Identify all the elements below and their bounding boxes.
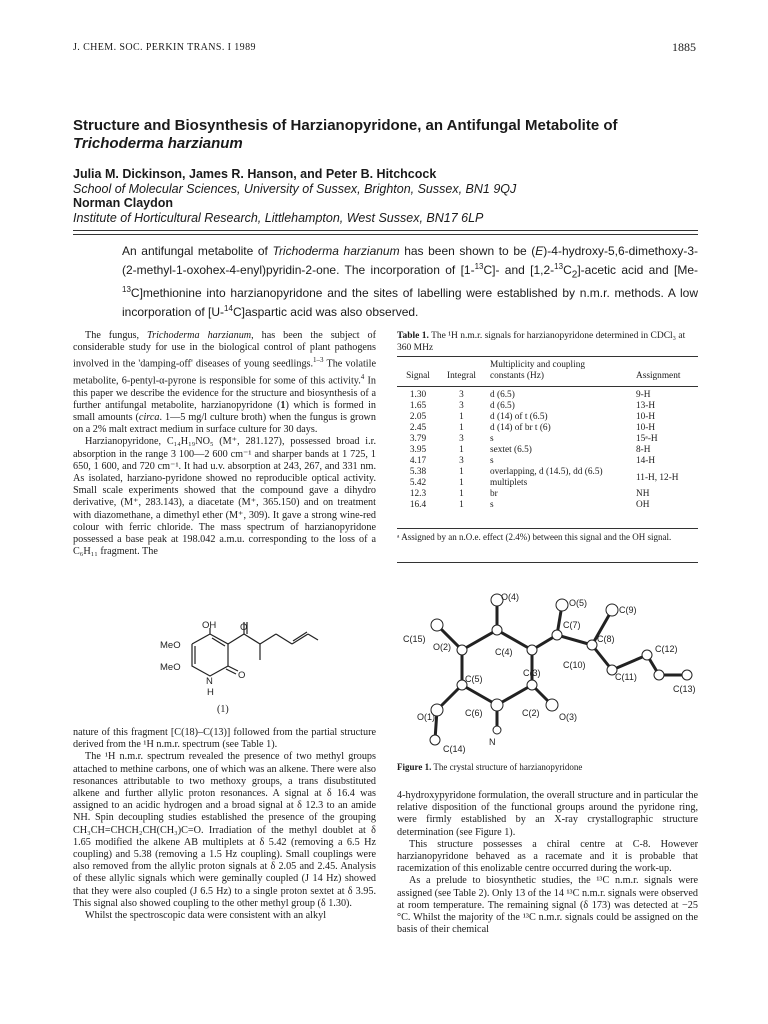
- table-row: 3.79 3 s 15ᵃ-H: [409, 434, 658, 444]
- page-number: 1885: [672, 40, 696, 54]
- isotope-sup: 13: [474, 262, 484, 271]
- abstract-text: An antifungal metabolite of: [122, 244, 273, 258]
- fig-label: C(2): [522, 708, 540, 718]
- nh-hydrogen: H: [207, 687, 214, 698]
- abstract-text: C]- and [1,2-: [483, 263, 555, 277]
- header-rule-1: [73, 230, 698, 231]
- abstract-text: ]-acetic acid and [Me-: [577, 263, 699, 277]
- fig-label: C(15): [403, 634, 426, 644]
- abstract-species: Trichoderma harzianum: [272, 244, 400, 258]
- fig-label: C(10): [563, 660, 586, 670]
- abstract-sub: 2: [571, 269, 578, 281]
- hydroxyl-label: OH: [202, 620, 217, 631]
- fig-label: C(5): [465, 674, 483, 684]
- methoxy-label-1: MeO: [160, 640, 181, 651]
- body-paragraph: The ¹H n.m.r. spectrum revealed the presence of two methyl groups attached to methine carbons, one of which was an alkene. There were also resonances attributable to two methoxy groups, a trans disubstituted alkene and further allylic proton resonances. A signal at δ 16.4 was assigned to an acidic hydrogen and a broad signal at δ 12.3 to an amide NH. Spin decoupling studies established the presence of the grouping CH₃CH=CHCH₂CH(CH₃)C=O. Irradiation of the methyl doublet at δ 1.65 modified the alkene AB multiplets at δ 5.42 (removing a 6.5 Hz coupling) and 5.38 (removing a 1.5 Hz coupling). Small couplings were also removed from the allylic proton signals at δ 2.05 and 2.45. Analysis of these allylic signals which were geminally coupled (J 14 Hz) showed that they were also coupled (J 6.5 Hz) to a single proton sextet at δ 3.95. This signal also showed coupling to the other methyl group (δ 1.30).: [73, 751, 376, 909]
- abstract-text: has been shown to be (: [399, 244, 536, 258]
- table-row: 5.42 1 multiplets: [409, 478, 528, 488]
- abstract-text: C]aspartic acid was also observed.: [232, 305, 419, 320]
- ketone-oxygen: O: [240, 622, 248, 633]
- fig-label: C(12): [655, 644, 678, 654]
- abstract-text: C]methionine into harzianopyridone and the sites of labelling were established by n.m.r. methods. A low incorporation of [U-: [122, 286, 698, 320]
- table-header-signal: Signal: [406, 371, 430, 381]
- article-title: [73, 117, 703, 153]
- body-paragraph: nature of this fragment [C(18)–C(13)] followed from the partial structure derived from the ¹H n.m.r. spectrum (see Table 1).: [73, 727, 376, 751]
- body-paragraph: This structure possesses a chiral centre at C-8. However harzianopyridone behaved as a racemate and it is probable that racemization of this enolizable centre occurred during the work-up.: [397, 838, 698, 875]
- affiliation-2: Institute of Horticultural Research, Littlehampton, West Sussex, BN17 6LP: [73, 210, 484, 225]
- abstract-text: C: [563, 263, 572, 277]
- table-row: 1.65 3 d (6.5) 13-H: [409, 401, 656, 411]
- fig-label: C(3): [523, 668, 541, 678]
- table-row: 5.38 1 overlapping, d (14.5), dd (6.5) 11-H, 12-H: [409, 467, 679, 483]
- table-row: 2.05 1 d (14) of t (6.5) 10-H: [409, 412, 656, 422]
- isotope-sup: 13: [554, 262, 564, 271]
- crystal-structure-figure: [397, 580, 698, 755]
- fig-label: C(7): [563, 620, 581, 630]
- abstract: [122, 244, 698, 320]
- authors-2: Norman Claydon: [73, 196, 174, 210]
- table-row: 16.4 1 s OH: [409, 500, 650, 510]
- table-top-rule: [397, 356, 698, 357]
- fig-label: O(1): [417, 712, 435, 722]
- table-header-assignment: Assignment: [636, 371, 681, 381]
- body-paragraph: As a prelude to biosynthetic studies, the ¹³C n.m.r. signals were assigned (see Table 2). Only 13 of the 14 ¹³C n.m.r. signals were observed at room temperature. The remaining signal (δ 173) was detected at −25 °C. Whilst the majority of the ¹³C n.m.r. signals could be assigned on the basis of their chemical: [397, 875, 698, 936]
- structure-1-label: (1): [217, 704, 229, 715]
- ring-carbonyl-oxygen: O: [238, 670, 246, 681]
- table-bottom-rule: [397, 528, 698, 529]
- table-1-caption: Table 1. The ¹H n.m.r. signals for harzianopyridone determined in CDCl₃ at 360 MHz: [397, 331, 686, 353]
- authors-block: [73, 167, 713, 225]
- body-paragraph: 4-hydroxypyridone formulation, the overall structure and in particular the relative disposition of the functional groups around the pyridone ring, were firmly established by an X-ray crystallographic structure determination (see Figure 1).: [397, 790, 698, 838]
- fig-label: O(2): [433, 642, 451, 652]
- table-row: 3.95 1 sextet (6.5) 8-H: [409, 445, 651, 455]
- figure-top-rule: [397, 562, 698, 563]
- methoxy-label-2: MeO: [160, 662, 181, 673]
- isotope-sup: 14: [224, 304, 233, 314]
- table-header-multiplicity: Multiplicity and coupling: [490, 360, 586, 370]
- abstract-stereo: E: [535, 244, 544, 258]
- title-main: Structure and Biosynthesis of Harzianopyridone, an Antifungal Metabolite of: [73, 117, 618, 134]
- ring-nitrogen: N: [206, 676, 213, 687]
- fig-label: N: [489, 737, 496, 747]
- fig-label: C(13): [673, 684, 696, 694]
- fig-label: C(14): [443, 744, 466, 754]
- table-1: [397, 360, 698, 511]
- isotope-sup: 13: [122, 285, 131, 295]
- running-head: J. CHEM. SOC. PERKIN TRANS. I 1989: [73, 42, 256, 53]
- affiliation-1: School of Molecular Sciences, University of Sussex, Brighton, Sussex, BN1 9QJ: [73, 181, 517, 196]
- right-column-bottom: [397, 790, 698, 936]
- table-footnote: ᵃ Assigned by an n.O.e. effect (2.4%) between this signal and the OH signal.: [397, 532, 672, 542]
- header-rule-2: [73, 234, 698, 235]
- table-header-integral: Integral: [447, 371, 476, 381]
- figure-1-caption: Figure 1. The crystal structure of harzianopyridone: [397, 762, 583, 772]
- table-row: 2.45 1 d (14) of br t (6) 10-H: [409, 423, 656, 433]
- fig-label: O(3): [559, 712, 577, 722]
- fig-label: C(4): [495, 647, 513, 657]
- fig-label: C(8): [597, 634, 615, 644]
- body-paragraph: Whilst the spectroscopic data were consistent with an alkyl: [85, 910, 327, 922]
- fig-label: O(5): [569, 598, 587, 608]
- left-column-top: [73, 330, 376, 558]
- fig-label: C(11): [615, 672, 637, 682]
- table-row: 12.3 1 br NH: [409, 489, 650, 499]
- fig-label: C(6): [465, 708, 483, 718]
- structure-1-diagram: [140, 620, 320, 705]
- fig-label: O(4): [501, 592, 519, 602]
- fig-label: C(9): [619, 605, 637, 615]
- pyridone-ring: [192, 634, 228, 676]
- authors-1: Julia M. Dickinson, James R. Hanson, and Peter B. Hitchcock: [73, 167, 437, 181]
- body-paragraph: The fungus, Trichoderma harzianum, has been the subject of considerable study for use in the biological control of plant pathogens involved in the 'damping-off' diseases of young seedlings.$^{1-3}$ The volatile metabolite, 6-pentyl-α-pyrone is responsible for some of this activity.$^4$ In this paper we describe the evidence for the structure and biosynthesis of a further antifungal metabolite, harzianopyridone (1) which is formed in small amounts (circa. 1—5 mg/l culture broth) when the fungus is grown on a 2% malt extract medium in surface culture for 30 days.: [73, 330, 376, 436]
- body-paragraph: Harzianopyridone, C₁₄H₁₉NO₅ (M⁺, 281.127), possessed broad i.r. absorption in the range 3 100—2 600 cm⁻¹ and sharper bands at 1 725, 1 650, 1 600, and 720 cm⁻¹. It had u.v. absorption at 243, 267, and 331 nm. As isolated, harziano-pyridone showed no reproducible optical activity. Small scale experiments showed that the compound gave a dihydro derivative, (M⁺, 283.143), a diacetate (M⁺, 365.150) and on treatment with diazomethane, a dimethyl ether (M⁺, 309). It gave a strong wine-red colour with ferric chloride. The mass spectrum of harzianopyridone possessed a base peak at 198.042 a.m.u. corresponding to the loss of a C₆H₁₁ fragment. The: [73, 436, 376, 558]
- table-header-multiplicity-2: constants (Hz): [490, 371, 544, 381]
- table-row: 1.30 3 d (6.5) 9-H: [409, 390, 651, 400]
- title-species: Trichoderma harzianum: [73, 135, 243, 152]
- table-row: 4.17 3 s 14-H: [409, 456, 656, 466]
- abstract-text: )-4-hydroxy-5,6-dimethoxy-3-(2-methyl-1-oxohex-4-enyl)pyridin-2-one. The incorporation of [1-: [122, 244, 698, 277]
- left-column-bottom: [73, 727, 376, 922]
